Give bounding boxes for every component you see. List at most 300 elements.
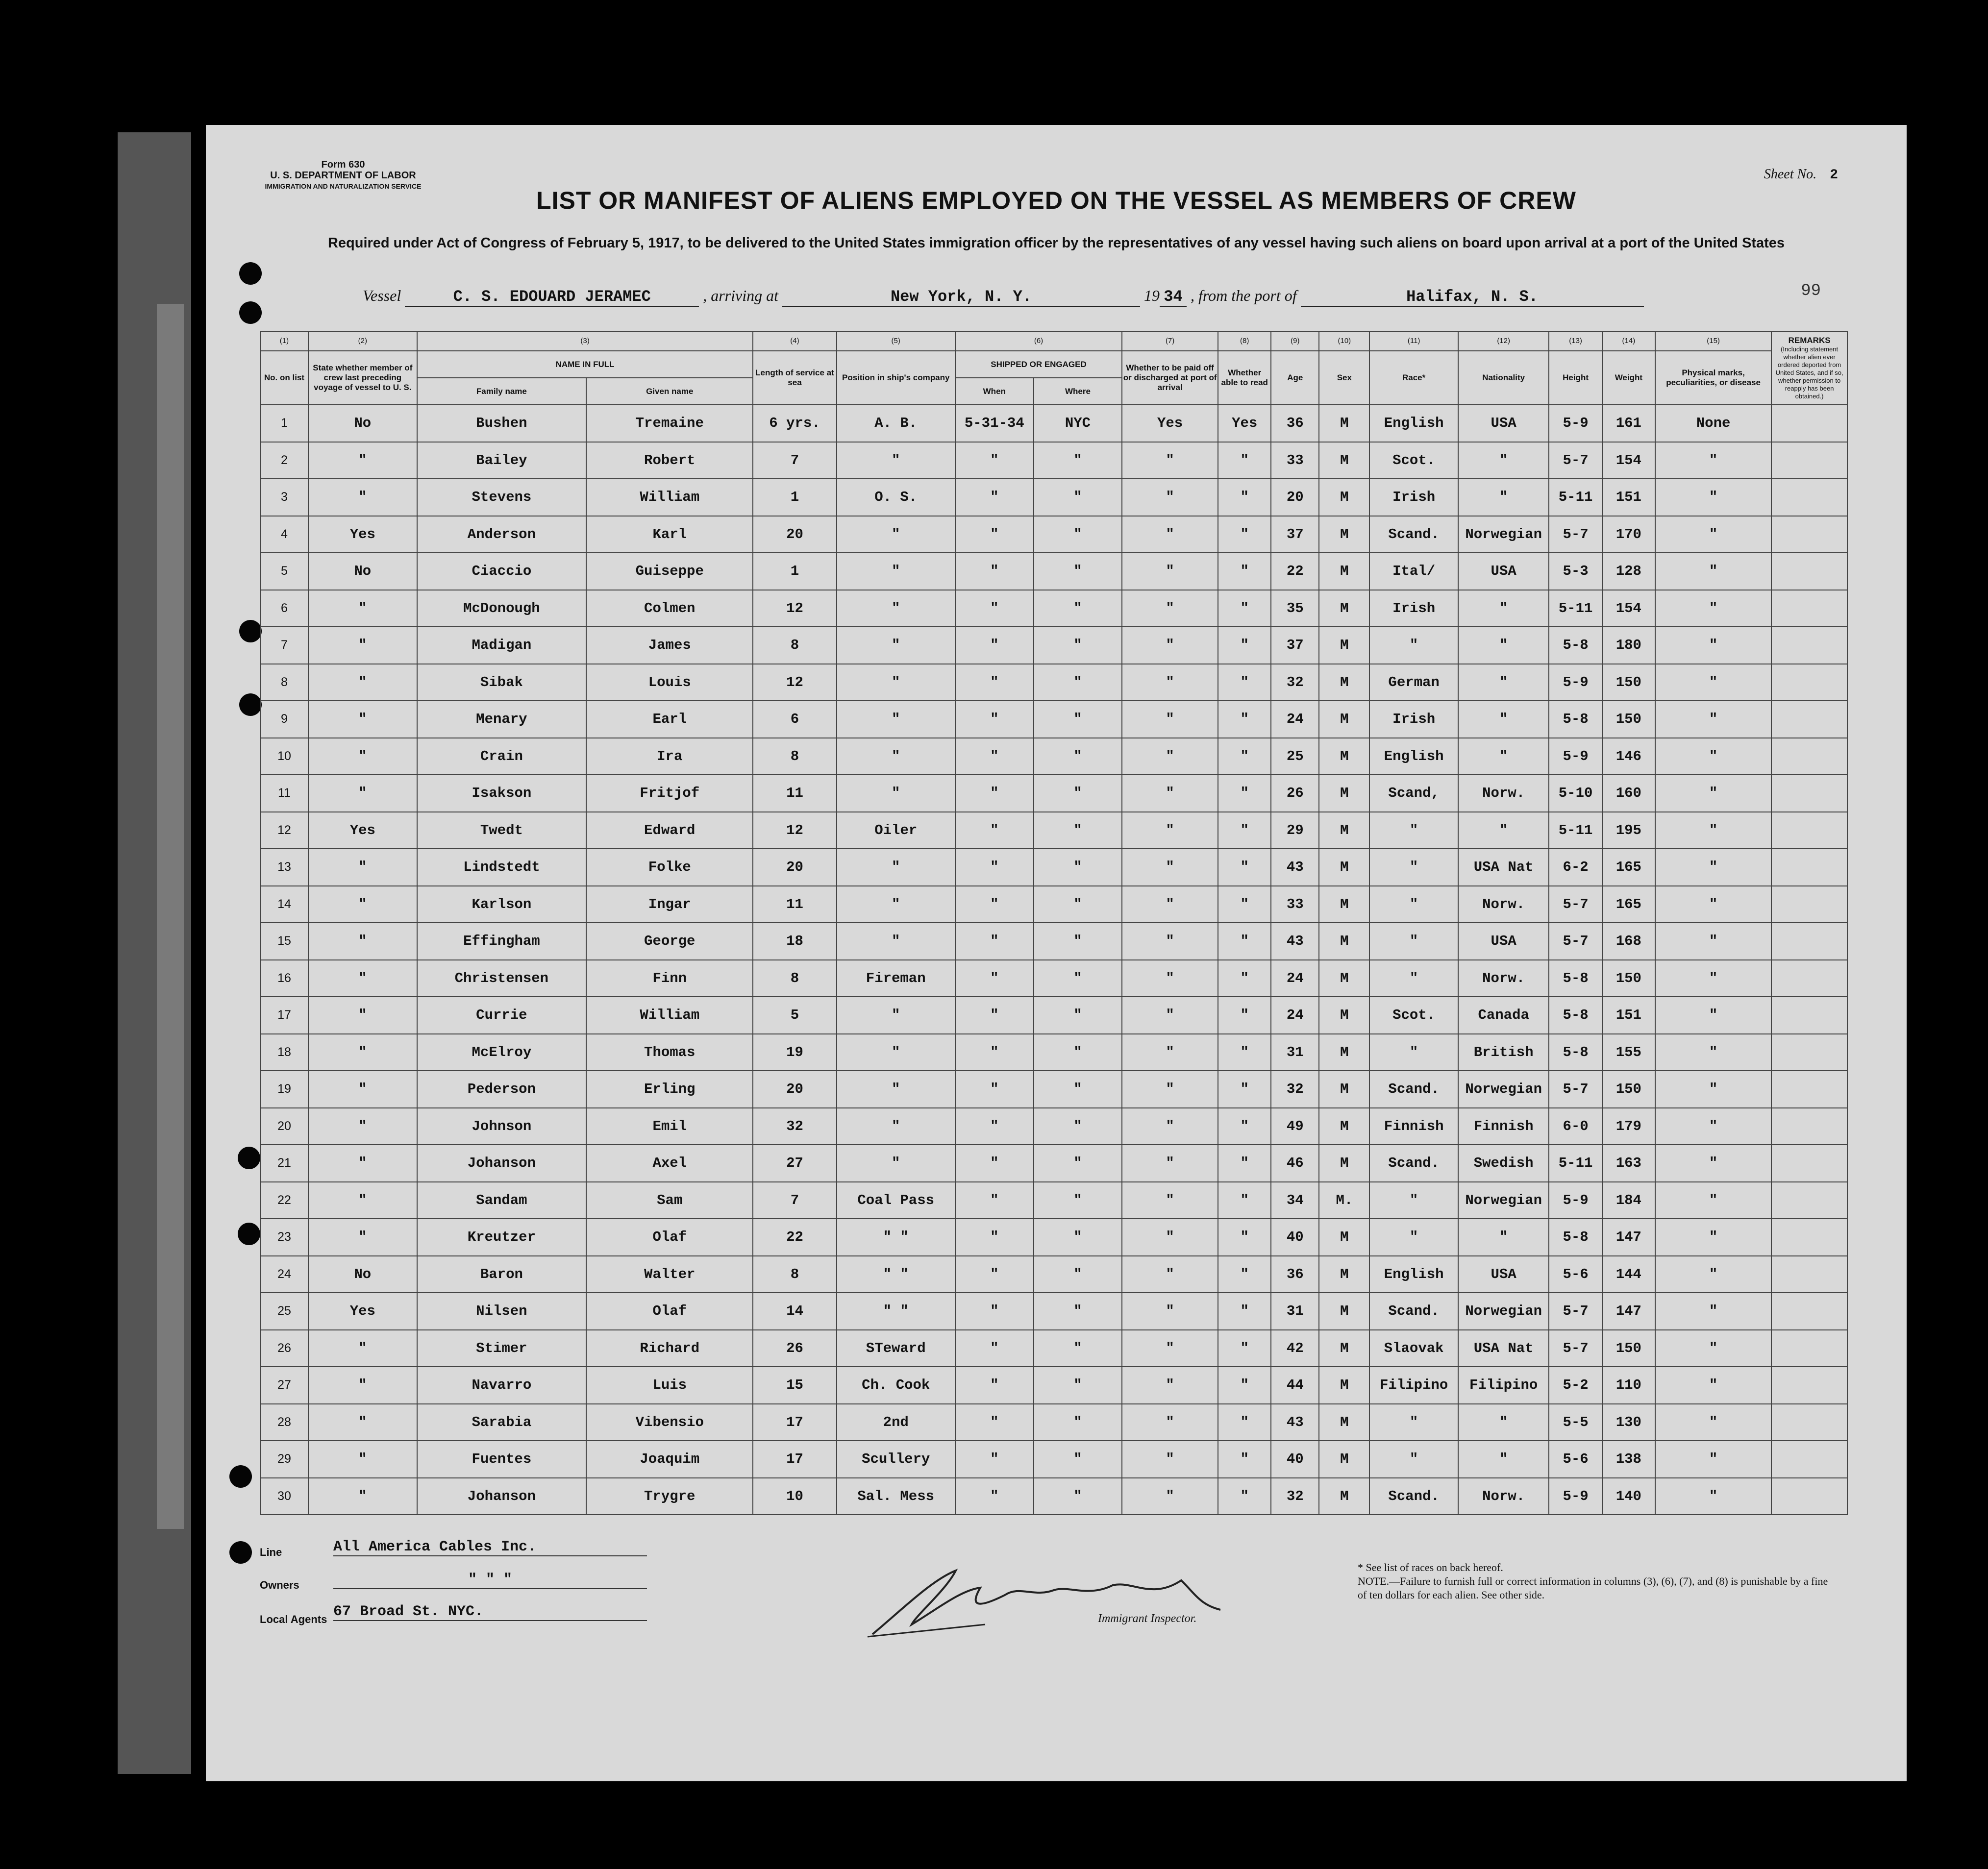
physical-marks-cell: " [1655, 1404, 1771, 1441]
given-name-cell: Trygre [586, 1478, 753, 1515]
table-row [260, 886, 1847, 923]
service-length-cell: 11 [753, 775, 836, 812]
age-cell: 32 [1271, 1478, 1319, 1515]
position-cell: Sal. Mess [837, 1478, 955, 1515]
able-to-read-cell: " [1218, 1367, 1271, 1404]
race-cell: " [1369, 849, 1458, 886]
sex-cell: M [1319, 1367, 1369, 1404]
age-cell: 37 [1271, 516, 1319, 553]
col-height-header: Height [1549, 351, 1602, 405]
col-read-header: Whether able to read [1218, 351, 1271, 405]
physical-marks-cell: " [1655, 1034, 1771, 1071]
col-service-header: Length of service at sea [753, 351, 836, 405]
family-name-cell: Baron [417, 1256, 586, 1293]
sheet-value: 2 [1830, 168, 1838, 183]
shipped-where-cell: " [1034, 1478, 1122, 1515]
race-cell: " [1369, 886, 1458, 923]
service-length-cell: 26 [753, 1330, 836, 1367]
remarks-cell [1771, 923, 1847, 960]
table-row [260, 627, 1847, 664]
weight-cell: 151 [1602, 479, 1655, 516]
col-13-num: (13) [1549, 331, 1602, 351]
shipped-when-cell: " [955, 923, 1034, 960]
height-cell: 5-8 [1549, 960, 1602, 997]
sex-cell: M [1319, 1145, 1369, 1182]
previous-voyage-cell: " [308, 1034, 417, 1071]
able-to-read-cell: " [1218, 886, 1271, 923]
family-name-cell: McDonough [417, 590, 586, 627]
position-cell: STeward [837, 1330, 955, 1367]
weight-cell: 150 [1602, 960, 1655, 997]
height-cell: 5-7 [1549, 1293, 1602, 1330]
col-where-header: Where [1034, 378, 1122, 405]
remarks-cell [1771, 1367, 1847, 1404]
service-length-cell: 6 yrs. [753, 405, 836, 442]
physical-marks-cell: " [1655, 701, 1771, 738]
shipped-when-cell: " [955, 997, 1034, 1034]
given-name-cell: Richard [586, 1330, 753, 1367]
table-row [260, 775, 1847, 812]
shipped-when-cell: " [955, 1034, 1034, 1071]
physical-marks-cell: " [1655, 553, 1771, 590]
physical-marks-cell: " [1655, 1071, 1771, 1108]
table-row [260, 1441, 1847, 1478]
shipped-where-cell: " [1034, 553, 1122, 590]
shipped-where-cell: " [1034, 590, 1122, 627]
position-cell: " [837, 590, 955, 627]
shipped-when-cell: " [955, 1108, 1034, 1145]
sheet-number [1764, 167, 1838, 183]
age-cell: 43 [1271, 849, 1319, 886]
col-when-header: When [955, 378, 1034, 405]
age-cell: 40 [1271, 1219, 1319, 1256]
family-name-cell: Effingham [417, 923, 586, 960]
previous-voyage-cell: No [308, 1256, 417, 1293]
given-name-cell: Axel [586, 1145, 753, 1182]
age-cell: 25 [1271, 738, 1319, 775]
position-cell: " [837, 627, 955, 664]
race-cell: English [1369, 738, 1458, 775]
able-to-read-cell: " [1218, 997, 1271, 1034]
table-row [260, 960, 1847, 997]
height-cell: 5-9 [1549, 664, 1602, 701]
punch-hole [229, 1541, 252, 1564]
shipped-where-cell: " [1034, 516, 1122, 553]
sex-cell: M [1319, 1108, 1369, 1145]
previous-voyage-cell: " [308, 997, 417, 1034]
table-row [260, 1145, 1847, 1182]
family-name-cell: Stevens [417, 479, 586, 516]
position-cell: " [837, 553, 955, 590]
able-to-read-cell: " [1218, 1330, 1271, 1367]
physical-marks-cell: " [1655, 1145, 1771, 1182]
sex-cell: M [1319, 812, 1369, 849]
height-cell: 6-2 [1549, 849, 1602, 886]
table-row [260, 442, 1847, 479]
shipped-when-cell: " [955, 516, 1034, 553]
age-cell: 34 [1271, 1182, 1319, 1219]
table-row [260, 923, 1847, 960]
position-cell: " [837, 1034, 955, 1071]
sex-cell: M [1319, 1034, 1369, 1071]
position-cell: " [837, 738, 955, 775]
physical-marks-cell: " [1655, 1478, 1771, 1515]
row-number-cell: 27 [260, 1367, 308, 1404]
family-name-cell: Isakson [417, 775, 586, 812]
nationality-cell: " [1458, 590, 1549, 627]
shipped-where-cell: " [1034, 1293, 1122, 1330]
position-cell: " " [837, 1219, 955, 1256]
weight-cell: 144 [1602, 1256, 1655, 1293]
paid-off-cell: " [1122, 664, 1218, 701]
nationality-cell: " [1458, 1441, 1549, 1478]
weight-cell: 155 [1602, 1034, 1655, 1071]
physical-marks-cell: " [1655, 1182, 1771, 1219]
given-name-cell: Earl [586, 701, 753, 738]
previous-voyage-cell: " [308, 479, 417, 516]
row-number-cell: 16 [260, 960, 308, 997]
height-cell: 5-8 [1549, 627, 1602, 664]
sex-cell: M [1319, 960, 1369, 997]
weight-cell: 110 [1602, 1367, 1655, 1404]
position-cell: 2nd [837, 1404, 955, 1441]
nationality-cell: " [1458, 701, 1549, 738]
shipped-when-cell: " [955, 886, 1034, 923]
shipped-when-cell: " [955, 1071, 1034, 1108]
service-length-cell: 32 [753, 1108, 836, 1145]
given-name-cell: Vibensio [586, 1404, 753, 1441]
remarks-cell [1771, 1034, 1847, 1071]
given-name-cell: Colmen [586, 590, 753, 627]
row-number-cell: 10 [260, 738, 308, 775]
service-length-cell: 12 [753, 590, 836, 627]
remarks-cell [1771, 960, 1847, 997]
service-length-cell: 20 [753, 516, 836, 553]
able-to-read-cell: " [1218, 664, 1271, 701]
race-cell: Slaovak [1369, 1330, 1458, 1367]
col-remarks-header [1771, 331, 1847, 405]
col-9-num: (9) [1271, 331, 1319, 351]
race-cell: Scot. [1369, 442, 1458, 479]
family-name-cell: Johanson [417, 1145, 586, 1182]
penalty-note: NOTE.—Failure to furnish full or correct information in columns (3), (6), (7), and (8) is punishable by a fine of ten dollars for each alien. See other side. [1358, 1575, 1828, 1601]
physical-marks-cell: " [1655, 886, 1771, 923]
able-to-read-cell: " [1218, 516, 1271, 553]
table-row [260, 997, 1847, 1034]
given-name-cell: George [586, 923, 753, 960]
previous-voyage-cell: " [308, 1441, 417, 1478]
service-length-cell: 12 [753, 812, 836, 849]
table-row [260, 405, 1847, 442]
shipped-where-cell: " [1034, 849, 1122, 886]
previous-voyage-cell: Yes [308, 516, 417, 553]
position-cell: " [837, 664, 955, 701]
sex-cell: M [1319, 627, 1369, 664]
row-number-cell: 28 [260, 1404, 308, 1441]
previous-voyage-cell: " [308, 590, 417, 627]
paid-off-cell: " [1122, 1256, 1218, 1293]
sex-cell: M [1319, 479, 1369, 516]
age-cell: 37 [1271, 627, 1319, 664]
remarks-cell [1771, 553, 1847, 590]
service-length-cell: 8 [753, 627, 836, 664]
nationality-cell: USA [1458, 405, 1549, 442]
age-cell: 24 [1271, 960, 1319, 997]
physical-marks-cell: " [1655, 1219, 1771, 1256]
remarks-cell [1771, 1330, 1847, 1367]
race-cell: " [1369, 923, 1458, 960]
age-cell: 22 [1271, 553, 1319, 590]
family-name-cell: Johanson [417, 1478, 586, 1515]
sex-cell: M [1319, 590, 1369, 627]
row-number-cell: 9 [260, 701, 308, 738]
inspector-label: Immigrant Inspector. [1098, 1612, 1197, 1625]
family-name-cell: Menary [417, 701, 586, 738]
col-3-num: (3) [417, 331, 753, 351]
previous-voyage-cell: " [308, 1478, 417, 1515]
column-header-row [260, 351, 1847, 378]
table-row [260, 1071, 1847, 1108]
shipped-when-cell: " [955, 1182, 1034, 1219]
line-value: All America Cables Inc. [333, 1539, 647, 1556]
footnotes [1358, 1561, 1838, 1602]
table-row [260, 1034, 1847, 1071]
shipped-where-cell: " [1034, 923, 1122, 960]
paid-off-cell: " [1122, 960, 1218, 997]
service-length-cell: 6 [753, 701, 836, 738]
col-14-num: (14) [1602, 331, 1655, 351]
col-7-num: (7) [1122, 331, 1218, 351]
row-number-cell: 20 [260, 1108, 308, 1145]
column-number-row [260, 331, 1847, 351]
manifest-footer [260, 1524, 1848, 1730]
col-4-num: (4) [753, 331, 836, 351]
sheet-label: Sheet No. [1764, 167, 1817, 182]
nationality-cell: USA [1458, 553, 1549, 590]
height-cell: 5-11 [1549, 812, 1602, 849]
weight-cell: 146 [1602, 738, 1655, 775]
weight-cell: 140 [1602, 1478, 1655, 1515]
race-cell: Scand. [1369, 1145, 1458, 1182]
row-number-cell: 1 [260, 405, 308, 442]
previous-voyage-cell: " [308, 1145, 417, 1182]
race-cell: Scand. [1369, 1293, 1458, 1330]
family-name-cell: Christensen [417, 960, 586, 997]
remarks-cell [1771, 590, 1847, 627]
shipped-where-cell: " [1034, 1182, 1122, 1219]
weight-cell: 128 [1602, 553, 1655, 590]
nationality-cell: British [1458, 1034, 1549, 1071]
row-number-cell: 6 [260, 590, 308, 627]
age-cell: 24 [1271, 701, 1319, 738]
previous-voyage-cell: " [308, 1182, 417, 1219]
race-cell: " [1369, 1404, 1458, 1441]
nationality-cell: Finnish [1458, 1108, 1549, 1145]
row-number-cell: 12 [260, 812, 308, 849]
punch-hole [239, 693, 262, 716]
owners-label: Owners [260, 1579, 299, 1591]
given-name-cell: Robert [586, 442, 753, 479]
col-paid-off-header: Whether to be paid off or discharged at port of arrival [1122, 351, 1218, 405]
remarks-cell [1771, 1404, 1847, 1441]
paid-off-cell: " [1122, 1108, 1218, 1145]
weight-cell: 180 [1602, 627, 1655, 664]
paid-off-cell: " [1122, 1330, 1218, 1367]
arrival-port: New York, N. Y. [782, 288, 1140, 307]
sex-cell: M [1319, 553, 1369, 590]
height-cell: 6-0 [1549, 1108, 1602, 1145]
height-cell: 5-7 [1549, 442, 1602, 479]
col-number-header: No. on list [260, 351, 308, 405]
shipped-when-cell: " [955, 1293, 1034, 1330]
race-cell: Finnish [1369, 1108, 1458, 1145]
table-row [260, 1293, 1847, 1330]
page-subtitle: Required under Act of Congress of February 5, 1917, to be delivered to the United States immigration officer by the representatives of any vessel having such aliens on board upon arrival at a port of the United States [327, 235, 1785, 251]
col-2-num: (2) [308, 331, 417, 351]
family-name-cell: Sibak [417, 664, 586, 701]
year-value: 34 [1160, 288, 1187, 307]
service-length-cell: 14 [753, 1293, 836, 1330]
shipped-where-cell: " [1034, 627, 1122, 664]
punch-hole [229, 1465, 252, 1488]
given-name-cell: Folke [586, 849, 753, 886]
able-to-read-cell: " [1218, 553, 1271, 590]
position-cell: " " [837, 1256, 955, 1293]
shipped-when-cell: " [955, 590, 1034, 627]
paid-off-cell: " [1122, 923, 1218, 960]
family-name-cell: Sarabia [417, 1404, 586, 1441]
family-name-cell: Bailey [417, 442, 586, 479]
family-name-cell: Pederson [417, 1071, 586, 1108]
age-cell: 44 [1271, 1367, 1319, 1404]
col-11-num: (11) [1369, 331, 1458, 351]
shipped-when-cell: " [955, 1219, 1034, 1256]
col-shipped-header: SHIPPED OR ENGAGED [955, 351, 1122, 378]
previous-voyage-cell: " [308, 1404, 417, 1441]
physical-marks-cell: " [1655, 960, 1771, 997]
position-cell: Oiler [837, 812, 955, 849]
remarks-cell [1771, 775, 1847, 812]
family-name-cell: Karlson [417, 886, 586, 923]
race-footnote: * See list of races on back hereof. [1358, 1561, 1503, 1574]
remarks-cell [1771, 738, 1847, 775]
given-name-cell: Ingar [586, 886, 753, 923]
col-6-num: (6) [955, 331, 1122, 351]
position-cell: " [837, 1145, 955, 1182]
remarks-cell [1771, 849, 1847, 886]
height-cell: 5-6 [1549, 1256, 1602, 1293]
previous-voyage-cell: " [308, 738, 417, 775]
row-number-cell: 30 [260, 1478, 308, 1515]
paid-off-cell: " [1122, 738, 1218, 775]
col-sex-header: Sex [1319, 351, 1369, 405]
service-length-cell: 18 [753, 923, 836, 960]
table-row [260, 1108, 1847, 1145]
physical-marks-cell: " [1655, 812, 1771, 849]
service-length-cell: 5 [753, 997, 836, 1034]
row-number-cell: 22 [260, 1182, 308, 1219]
shipped-where-cell: " [1034, 775, 1122, 812]
race-cell: " [1369, 1034, 1458, 1071]
previous-voyage-cell: " [308, 1330, 417, 1367]
weight-cell: 179 [1602, 1108, 1655, 1145]
paid-off-cell: " [1122, 886, 1218, 923]
remarks-cell [1771, 1441, 1847, 1478]
table-row [260, 1478, 1847, 1515]
shipped-when-cell: " [955, 627, 1034, 664]
table-row [260, 812, 1847, 849]
row-number-cell: 8 [260, 664, 308, 701]
sex-cell: M [1319, 1071, 1369, 1108]
table-row [260, 1182, 1847, 1219]
position-cell: Fireman [837, 960, 955, 997]
paid-off-cell: " [1122, 1293, 1218, 1330]
nationality-cell: Swedish [1458, 1145, 1549, 1182]
physical-marks-cell: " [1655, 442, 1771, 479]
punch-hole [239, 301, 262, 324]
line-label: Line [260, 1546, 282, 1558]
position-cell: " [837, 1071, 955, 1108]
remarks-cell [1771, 516, 1847, 553]
row-number-cell: 5 [260, 553, 308, 590]
nationality-cell: USA Nat [1458, 1330, 1549, 1367]
nationality-cell: Norw. [1458, 960, 1549, 997]
height-cell: 5-9 [1549, 1478, 1602, 1515]
table-row [260, 701, 1847, 738]
position-cell: " [837, 886, 955, 923]
sex-cell: M [1319, 923, 1369, 960]
position-cell: Scullery [837, 1441, 955, 1478]
height-cell: 5-9 [1549, 405, 1602, 442]
weight-cell: 170 [1602, 516, 1655, 553]
height-cell: 5-7 [1549, 886, 1602, 923]
age-cell: 24 [1271, 997, 1319, 1034]
family-name-cell: Navarro [417, 1367, 586, 1404]
race-cell: Irish [1369, 590, 1458, 627]
remarks-cell [1771, 664, 1847, 701]
shipped-when-cell: " [955, 1256, 1034, 1293]
able-to-read-cell: " [1218, 1404, 1271, 1441]
nationality-cell: USA [1458, 1256, 1549, 1293]
paid-off-cell: " [1122, 812, 1218, 849]
weight-cell: 147 [1602, 1293, 1655, 1330]
able-to-read-cell: " [1218, 738, 1271, 775]
age-cell: 35 [1271, 590, 1319, 627]
paid-off-cell: " [1122, 701, 1218, 738]
row-number-cell: 29 [260, 1441, 308, 1478]
row-number-cell: 18 [260, 1034, 308, 1071]
shipped-where-cell: " [1034, 442, 1122, 479]
height-cell: 5-11 [1549, 1145, 1602, 1182]
given-name-cell: Joaquim [586, 1441, 753, 1478]
vessel-label: Vessel [363, 287, 401, 304]
sex-cell: M [1319, 1404, 1369, 1441]
able-to-read-cell: Yes [1218, 405, 1271, 442]
height-cell: 5-6 [1549, 1441, 1602, 1478]
height-cell: 5-5 [1549, 1404, 1602, 1441]
service-length-cell: 19 [753, 1034, 836, 1071]
service-length-cell: 12 [753, 664, 836, 701]
height-cell: 5-8 [1549, 1034, 1602, 1071]
remarks-note: (Including statement whether alien ever ordered deported from United States, and if so, whether permission to reapply has been obtained.) [1775, 345, 1843, 400]
able-to-read-cell: " [1218, 775, 1271, 812]
sex-cell: M. [1319, 1182, 1369, 1219]
row-number-cell: 4 [260, 516, 308, 553]
shipped-where-cell: " [1034, 1219, 1122, 1256]
nationality-cell: " [1458, 738, 1549, 775]
given-name-cell: William [586, 479, 753, 516]
family-name-cell: Nilsen [417, 1293, 586, 1330]
